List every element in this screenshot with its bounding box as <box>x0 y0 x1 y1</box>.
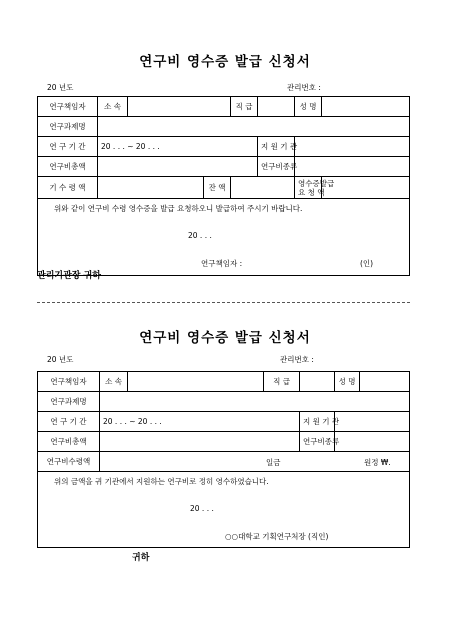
form2-period-input[interactable]: 20 . . . ~ 20 . . . <box>100 412 300 432</box>
form1-addressee: 관리기관장 귀하 <box>37 271 101 281</box>
form2-received-amount-input[interactable] <box>100 452 410 472</box>
form1-label-balance: 잔 액 <box>204 177 231 199</box>
form1-fund-type-input[interactable] <box>295 157 410 177</box>
form1-request-amount-input[interactable] <box>322 177 410 199</box>
form1-title: 연구비 영수증 발급 신청서 <box>139 54 311 70</box>
form1-seal-mark: (인) <box>360 259 374 268</box>
form2-label-affiliation: 소 속 <box>100 372 128 392</box>
form1-table <box>37 96 410 276</box>
form1-total-amount-input[interactable] <box>98 157 258 177</box>
form2-amount-suffix: 원정 ₩. <box>364 458 391 467</box>
form2-year-field[interactable]: 20 년도 <box>47 355 74 364</box>
form2-label-project: 연구과제명 <box>38 392 100 412</box>
form2-addressee: 귀하 <box>132 553 150 563</box>
form2-funding-agency-input[interactable] <box>335 412 410 432</box>
form2-name-input[interactable] <box>360 372 410 392</box>
form2-receipt-body <box>38 472 410 548</box>
form2-receipt-text: 위의 금액을 귀 기관에서 지원하는 연구비로 정히 영수하였습니다. <box>54 477 269 486</box>
form1-label-affiliation: 소 속 <box>98 97 128 117</box>
form2-label-position: 직 급 <box>264 372 300 392</box>
form2-fund-type-input[interactable] <box>335 432 410 452</box>
form1-request-body <box>38 199 410 276</box>
form1-label-request-amount <box>295 177 335 199</box>
form1-year-field[interactable]: 20 년도 <box>47 83 74 92</box>
form2-label-name: 성 명 <box>335 372 360 392</box>
form2-label-received-amount: 연구비수령액 <box>38 452 100 472</box>
form2-label-researcher: 연구책임자 <box>38 372 100 392</box>
form1-label-total-amount: 연구비총액 <box>38 157 98 177</box>
form1-funding-agency-input[interactable] <box>295 137 410 157</box>
form1-label-researcher: 연구책임자 <box>38 97 98 117</box>
form2-title: 연구비 영수증 발급 신청서 <box>139 330 311 346</box>
form1-project-input[interactable] <box>98 117 410 137</box>
form2-amount-prefix: 일금 <box>266 458 281 467</box>
form1-label-funding-agency: 지 원 기 관 <box>258 137 295 157</box>
form1-period-input[interactable]: 20 . . . ~ 20 . . . <box>98 137 258 157</box>
form1-affiliation-input[interactable] <box>128 97 231 117</box>
form2-issuer-seal: ○○대학교 기획연구처장 (직인) <box>225 532 329 541</box>
form2-label-total-amount: 연구비총액 <box>38 432 100 452</box>
form2-label-funding-agency: 지 원 기 관 <box>300 412 335 432</box>
form1-label-received-amount: 기 수 령 액 <box>38 177 98 199</box>
form1-name-input[interactable] <box>322 97 410 117</box>
form2-total-amount-input[interactable] <box>100 432 300 452</box>
form2-project-input[interactable] <box>100 392 410 412</box>
form1-position-input[interactable] <box>258 97 295 117</box>
form1-label-project: 연구과제명 <box>38 117 98 137</box>
form1-label-request-amount-line2: 요 청 액 <box>298 187 325 197</box>
form1-signer-label: 연구책임자 : <box>201 259 243 268</box>
form2-affiliation-input[interactable] <box>128 372 264 392</box>
form1-label-period: 연 구 기 간 <box>38 137 98 157</box>
form1-received-amount-input[interactable] <box>98 177 204 199</box>
form1-date-field[interactable]: 20 . . . <box>188 231 212 240</box>
form1-label-fund-type: 연구비종류 <box>258 157 295 177</box>
form2-table <box>37 371 410 548</box>
form1-balance-input[interactable] <box>231 177 295 199</box>
form2-date-field[interactable]: 20 . . . <box>190 504 214 513</box>
form2-position-input[interactable] <box>300 372 335 392</box>
form1-label-name: 성 명 <box>295 97 322 117</box>
form2-label-period: 연 구 기 간 <box>38 412 100 432</box>
cut-line-divider <box>37 302 410 303</box>
form2-label-fund-type: 연구비종류 <box>300 432 335 452</box>
form1-request-text: 위와 같이 연구비 수령 영수증을 발급 요청하오니 발급하여 주시기 바랍니다. <box>54 204 303 213</box>
form1-management-number[interactable]: 관리번호 : <box>287 83 321 92</box>
form2-management-number[interactable]: 관리번호 : <box>280 355 314 364</box>
form1-label-request-amount-line1: 영수증발급 <box>298 178 335 188</box>
form1-label-position: 직 급 <box>231 97 258 117</box>
